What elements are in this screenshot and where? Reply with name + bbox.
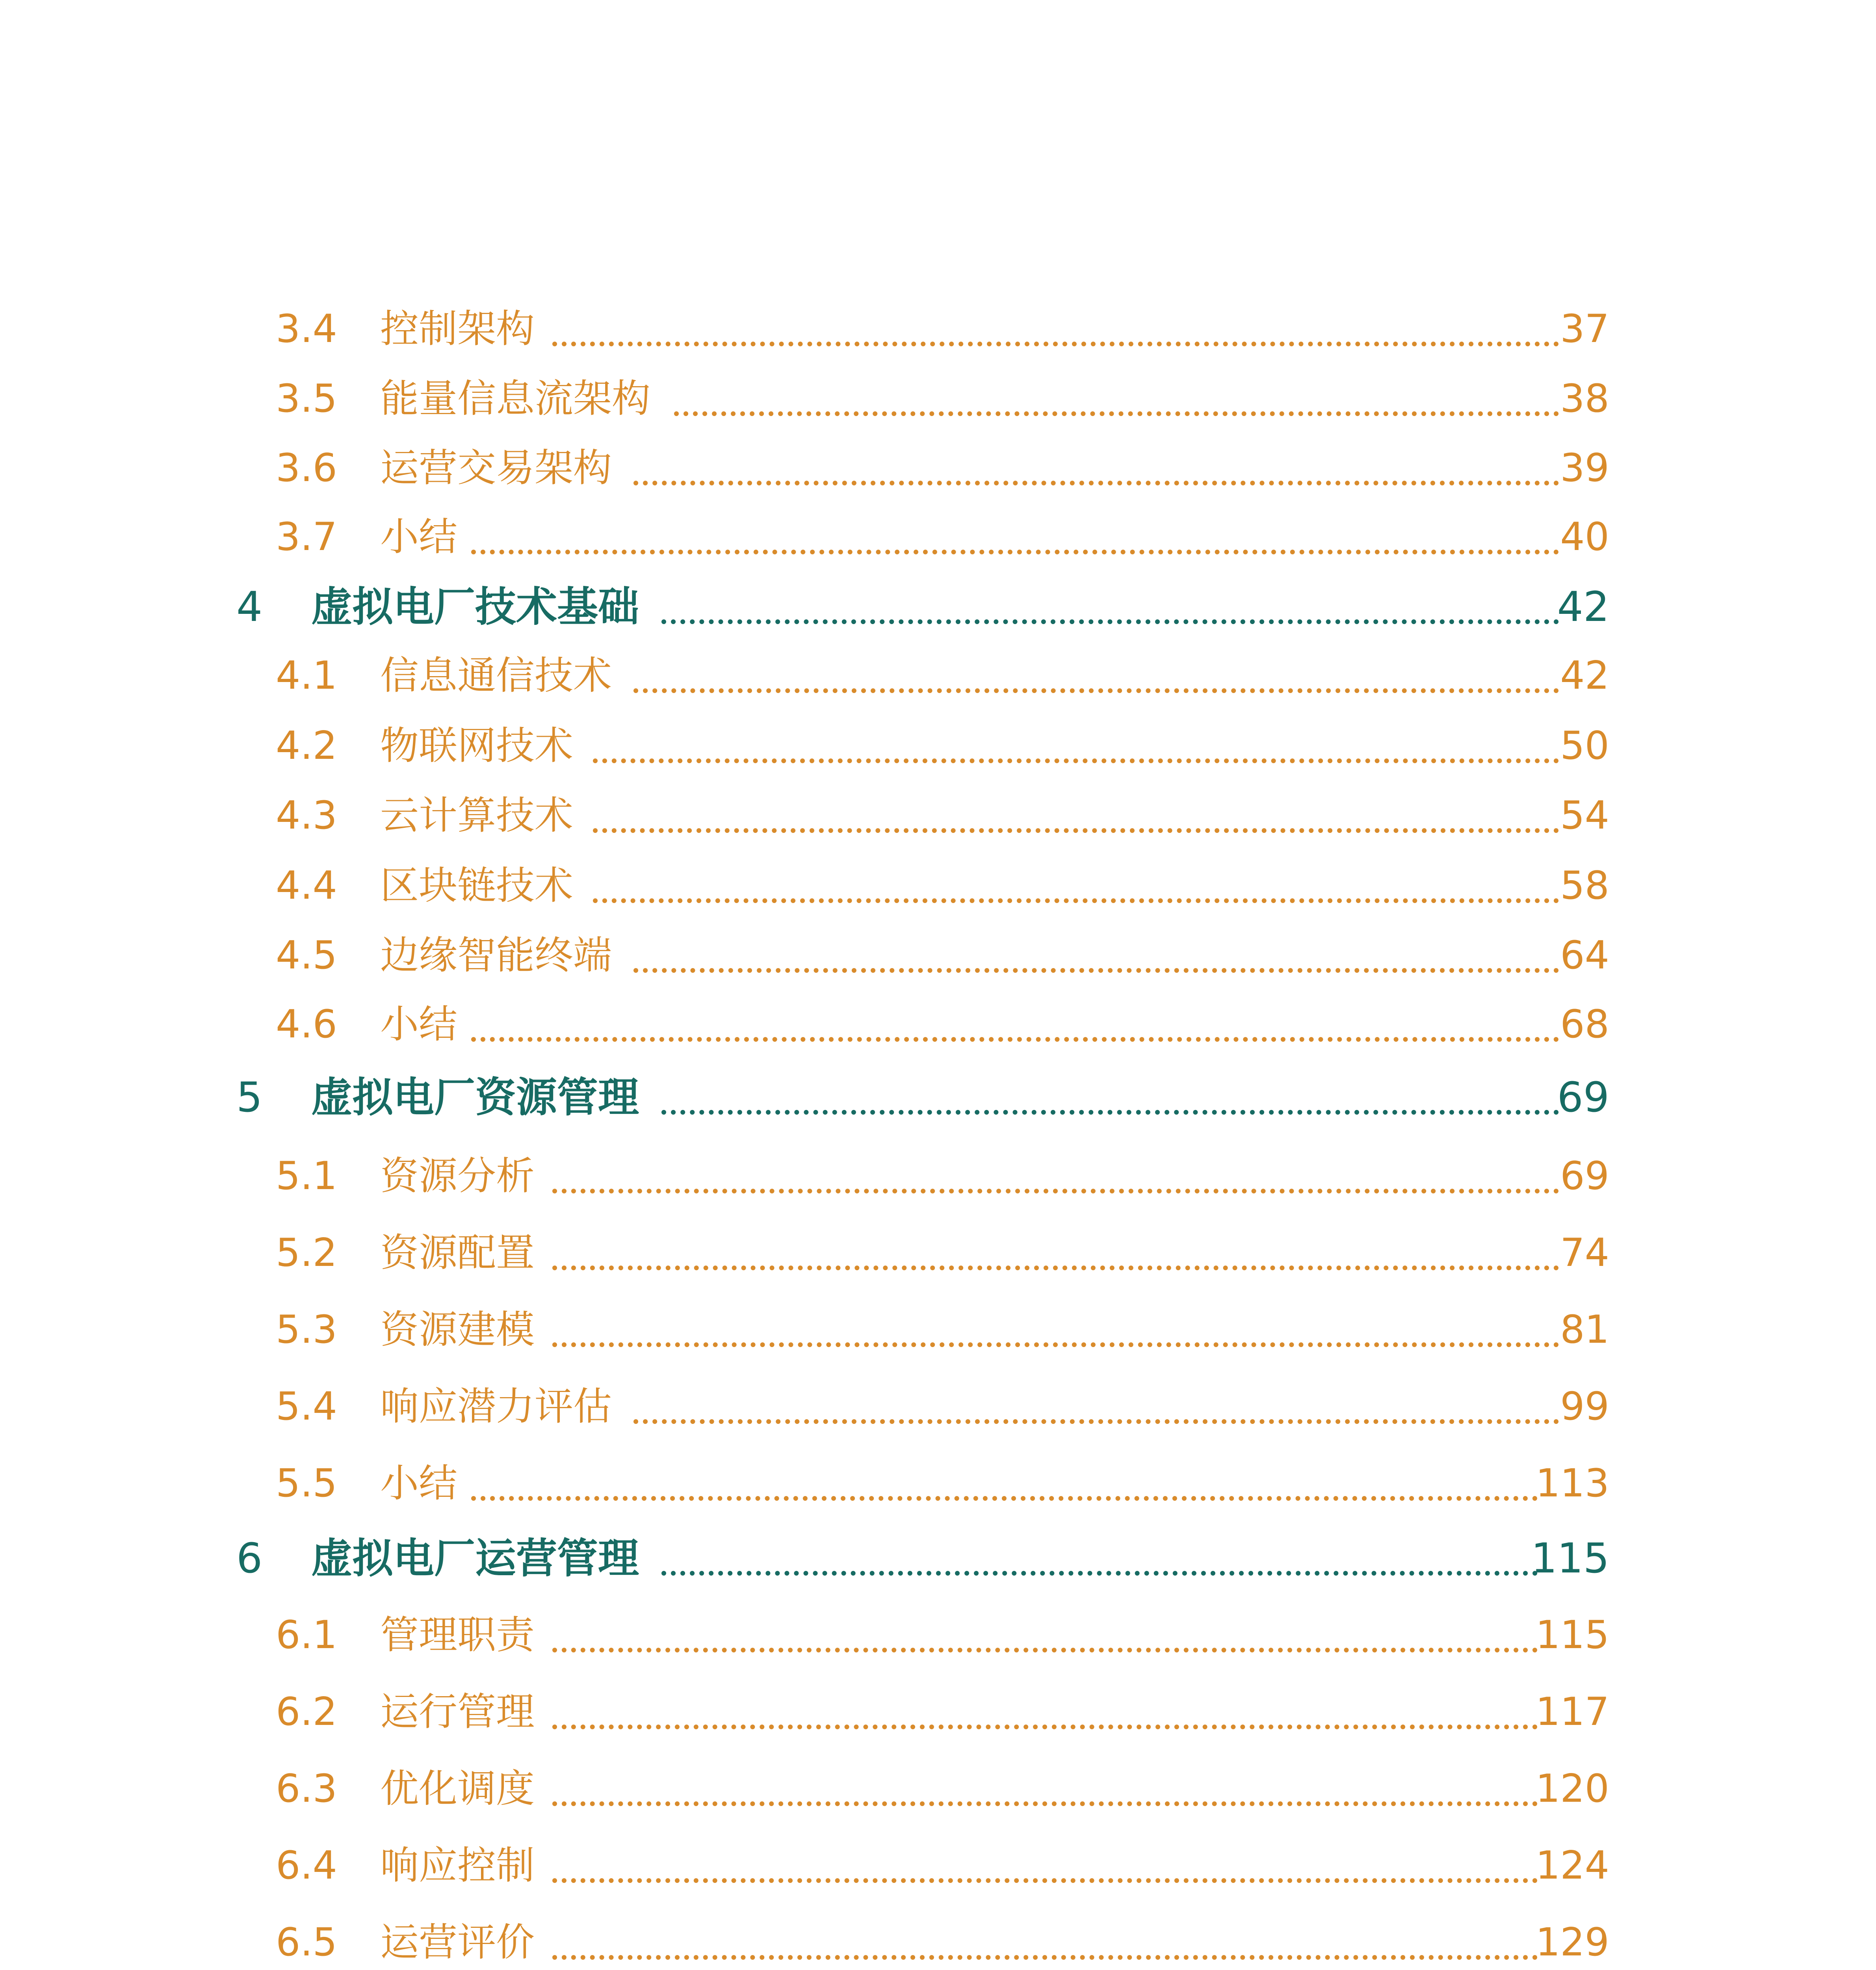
- toc-section-row[interactable]: [0, 1907, 1876, 1970]
- toc-entry-page: 68: [1560, 1002, 1609, 1047]
- toc-section-row[interactable]: [0, 1830, 1876, 1901]
- toc-entry-number: 5.4: [276, 1384, 337, 1429]
- toc-chapter-row[interactable]: [0, 1062, 1876, 1133]
- toc-entry-number: 6.1: [276, 1613, 337, 1658]
- toc-entry-page: 39: [1560, 446, 1609, 491]
- toc-dot-leader: [661, 1110, 1559, 1115]
- toc-entry-number: 3.5: [276, 376, 337, 421]
- toc-entry-page: 117: [1535, 1689, 1609, 1734]
- toc-entry-title: 优化调度: [380, 1766, 535, 1811]
- toc-entry-title: 能量信息流架构: [380, 376, 651, 421]
- toc-section-row[interactable]: [0, 1600, 1876, 1671]
- toc-entry-number: 4: [236, 583, 263, 631]
- toc-entry-page: 37: [1560, 307, 1609, 351]
- toc-entry-number: 6.4: [276, 1843, 337, 1888]
- toc-entry-title: 响应潜力评估: [380, 1384, 612, 1429]
- toc-dot-leader: [552, 1725, 1538, 1729]
- toc-entry-number: 3.4: [276, 307, 337, 351]
- toc-entry-page: 99: [1560, 1384, 1609, 1429]
- toc-dot-leader: [471, 1037, 1559, 1042]
- toc-dot-leader: [552, 1955, 1538, 1960]
- toc-section-row[interactable]: [0, 920, 1876, 991]
- toc-entry-title: 小结: [380, 1461, 458, 1506]
- toc-entry-page: 81: [1560, 1307, 1609, 1352]
- toc-dot-leader: [552, 1801, 1538, 1806]
- toc-entry-page: 58: [1560, 863, 1609, 908]
- toc-entry-page: 115: [1535, 1613, 1609, 1658]
- toc-section-row[interactable]: [0, 1217, 1876, 1288]
- toc-dot-leader: [552, 1189, 1559, 1193]
- toc-section-row[interactable]: [0, 780, 1876, 851]
- toc-entry-page: 40: [1560, 515, 1609, 559]
- toc-section-row[interactable]: [0, 502, 1876, 572]
- toc-section-row[interactable]: [0, 1371, 1876, 1442]
- toc-entry-title: 边缘智能终端: [380, 933, 612, 978]
- toc-entry-number: 6.3: [276, 1766, 337, 1811]
- toc-entry-page: 64: [1560, 933, 1609, 978]
- toc-section-row[interactable]: [0, 1753, 1876, 1824]
- toc-section-row[interactable]: [0, 710, 1876, 781]
- toc-entry-number: 4.1: [276, 653, 337, 698]
- toc-section-row[interactable]: [0, 850, 1876, 921]
- toc-dot-leader: [661, 1571, 1538, 1576]
- toc-entry-title: 虚拟电厂运营管理: [311, 1534, 639, 1582]
- toc-entry-number: 5.1: [276, 1154, 337, 1199]
- toc-chapter-row[interactable]: [0, 571, 1876, 642]
- toc-entry-title: 小结: [380, 515, 458, 559]
- toc-dot-leader: [471, 550, 1559, 554]
- toc-dot-leader: [633, 968, 1559, 973]
- toc-entry-number: 4.5: [276, 933, 337, 978]
- toc-section-row[interactable]: [0, 1141, 1876, 1212]
- toc-entry-title: 区块链技术: [380, 863, 574, 908]
- toc-dot-leader: [471, 1496, 1538, 1501]
- toc-entry-page: 38: [1560, 376, 1609, 421]
- toc-dot-leader: [552, 1342, 1559, 1347]
- toc-entry-title: 运行管理: [380, 1689, 535, 1734]
- toc-entry-page: 69: [1557, 1073, 1609, 1121]
- toc-entry-title: 云计算技术: [380, 793, 574, 838]
- toc-entry-title: 管理职责: [380, 1613, 535, 1658]
- toc-entry-number: 6.5: [276, 1920, 337, 1965]
- toc-section-row[interactable]: [0, 433, 1876, 504]
- toc-section-row[interactable]: [0, 989, 1876, 1060]
- toc-entry-number: 3.6: [276, 446, 337, 491]
- toc-dot-leader: [661, 619, 1559, 624]
- toc-entry-page: 50: [1560, 723, 1609, 768]
- toc-section-row[interactable]: [0, 294, 1876, 364]
- toc-section-row[interactable]: [0, 1448, 1876, 1519]
- toc-entry-number: 6.2: [276, 1689, 337, 1734]
- toc-entry-title: 虚拟电厂资源管理: [311, 1073, 639, 1121]
- toc-entry-title: 信息通信技术: [380, 653, 612, 698]
- toc-entry-title: 虚拟电厂技术基础: [311, 583, 639, 631]
- toc-entry-page: 69: [1560, 1154, 1609, 1199]
- toc-entry-page: 42: [1560, 653, 1609, 698]
- toc-entry-number: 5.3: [276, 1307, 337, 1352]
- toc-entry-title: 物联网技术: [380, 723, 574, 768]
- toc-entry-number: 6: [236, 1534, 263, 1582]
- toc-dot-leader: [552, 342, 1559, 346]
- toc-entry-title: 资源分析: [380, 1154, 535, 1199]
- toc-dot-leader: [593, 898, 1559, 903]
- toc-entry-page: 113: [1535, 1461, 1609, 1506]
- toc-entry-page: 120: [1535, 1766, 1609, 1811]
- toc-section-row[interactable]: [0, 1294, 1876, 1365]
- toc-entry-page: 129: [1535, 1920, 1609, 1965]
- toc-entry-page: 124: [1535, 1843, 1609, 1888]
- toc-entry-number: 5: [236, 1073, 263, 1121]
- toc-entry-number: 5.2: [276, 1230, 337, 1275]
- toc-dot-leader: [552, 1878, 1538, 1883]
- toc-dot-leader: [552, 1648, 1538, 1652]
- toc-entry-number: 3.7: [276, 515, 337, 559]
- toc-chapter-row[interactable]: [0, 1523, 1876, 1594]
- toc-entry-number: 4.2: [276, 723, 337, 768]
- toc-dot-leader: [674, 411, 1559, 416]
- toc-section-row[interactable]: [0, 363, 1876, 434]
- toc-entry-title: 运营交易架构: [380, 446, 612, 491]
- toc-dot-leader: [593, 758, 1559, 763]
- toc-entry-number: 4.4: [276, 863, 337, 908]
- toc-dot-leader: [633, 1419, 1559, 1424]
- toc-entry-title: 小结: [380, 1002, 458, 1047]
- toc-entry-number: 5.5: [276, 1461, 337, 1506]
- toc-entry-title: 资源建模: [380, 1307, 535, 1352]
- toc-entry-number: 4.3: [276, 793, 337, 838]
- toc-entry-number: 4.6: [276, 1002, 337, 1047]
- toc-entry-page: 54: [1560, 793, 1609, 838]
- toc-dot-leader: [633, 481, 1559, 485]
- toc-dot-leader: [552, 1266, 1559, 1270]
- toc-entry-page: 42: [1557, 583, 1609, 631]
- toc-section-row[interactable]: [0, 640, 1876, 711]
- toc-entry-page: 115: [1531, 1534, 1609, 1582]
- toc-entry-page: 74: [1560, 1230, 1609, 1275]
- toc-entry-title: 资源配置: [380, 1230, 535, 1275]
- toc-dot-leader: [633, 688, 1559, 693]
- toc-entry-title: 响应控制: [380, 1843, 535, 1888]
- toc-entry-title: 运营评价: [380, 1920, 535, 1965]
- toc-entry-title: 控制架构: [380, 307, 535, 351]
- toc-section-row[interactable]: [0, 1676, 1876, 1747]
- toc-dot-leader: [593, 828, 1559, 833]
